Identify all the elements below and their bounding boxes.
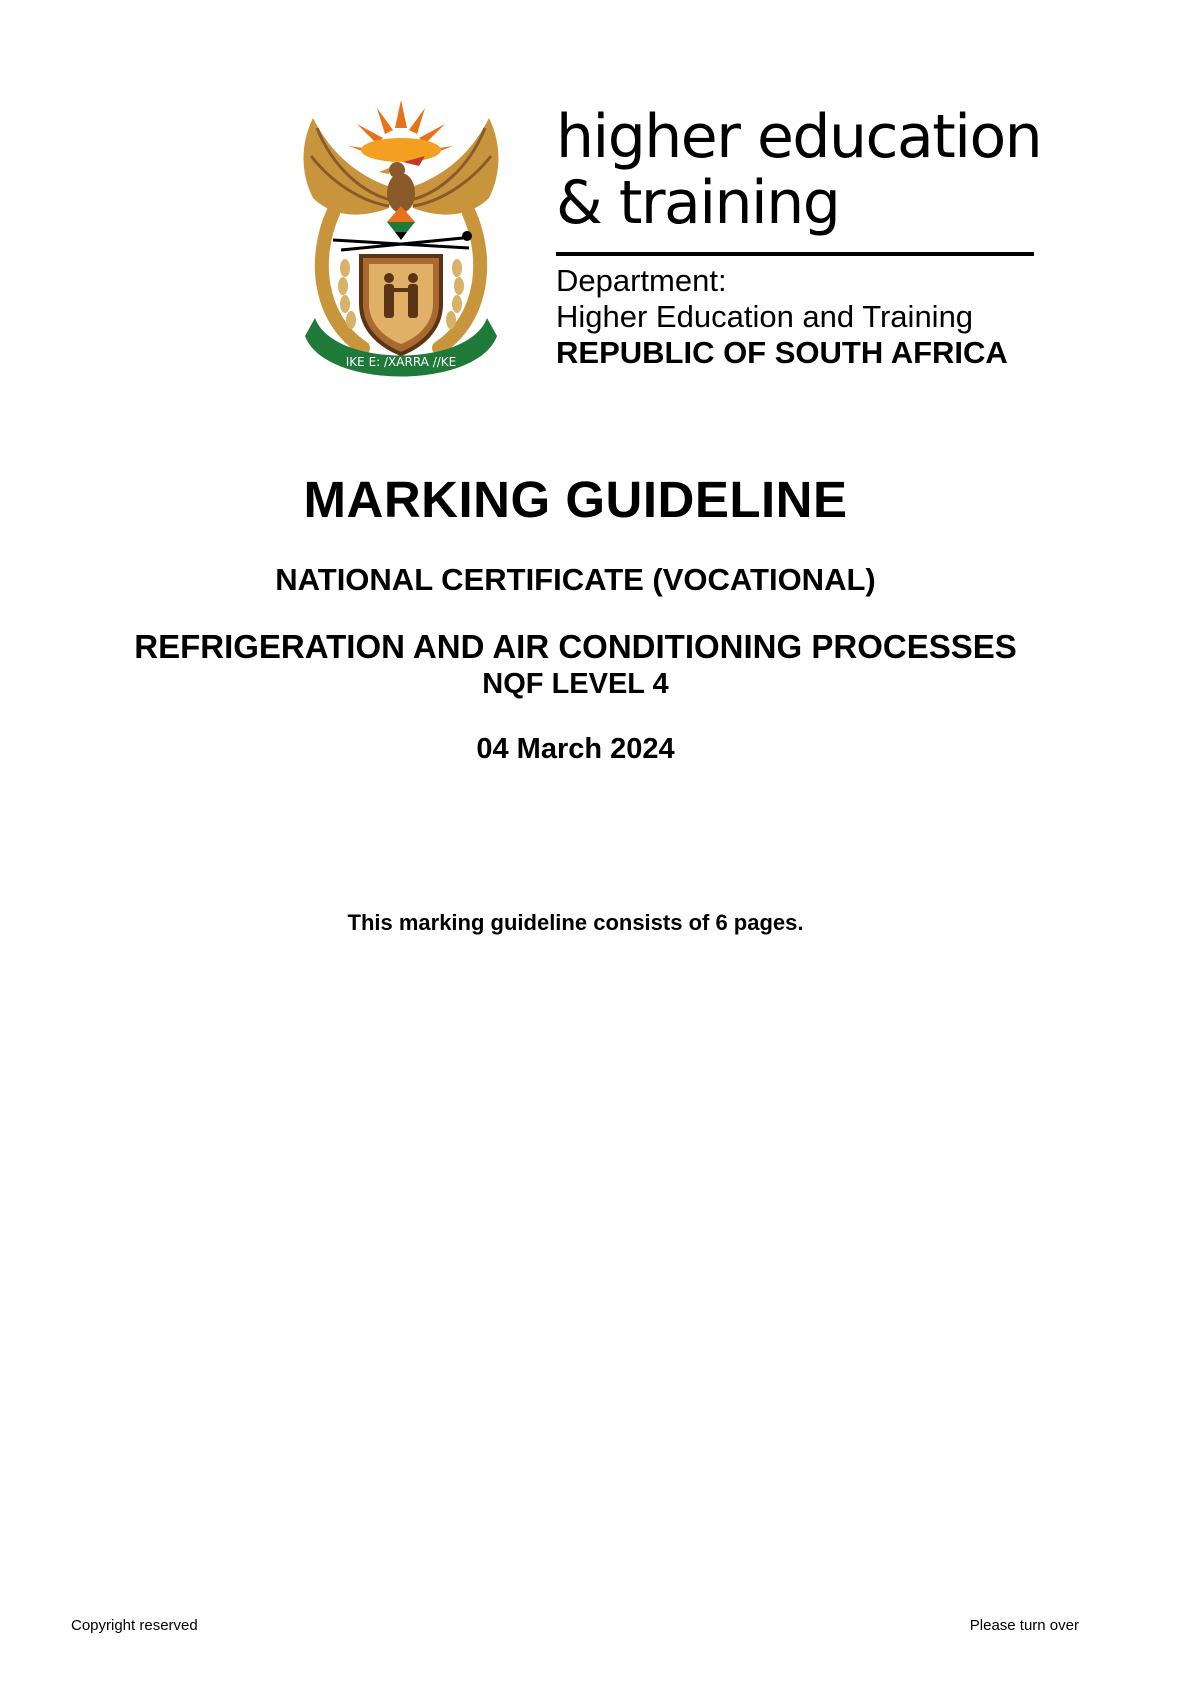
brand-divider xyxy=(556,252,1034,256)
department-brand xyxy=(556,102,1042,370)
department-title: Higher Education and Training xyxy=(556,299,974,334)
footer-turn-over: Please turn over xyxy=(969,1617,1079,1634)
country-name: REPUBLIC OF SOUTH AFRICA xyxy=(556,335,1008,370)
crest-motto: IKE E: /XARRA //KE xyxy=(345,355,457,369)
department-label: Department: xyxy=(556,263,727,298)
page-count-note: This marking guideline consists of 6 pages. xyxy=(347,910,804,935)
department-name xyxy=(556,263,1036,371)
coat-of-arms-icon xyxy=(293,98,509,383)
nqf-level: NQF LEVEL 4 xyxy=(482,668,669,700)
exam-date: 04 March 2024 xyxy=(476,733,675,765)
brand-line-2: & training xyxy=(556,168,840,238)
footer-copyright: Copyright reserved xyxy=(71,1617,198,1634)
certificate-name: NATIONAL CERTIFICATE (VOCATIONAL) xyxy=(275,562,876,597)
document-title: MARKING GUIDELINE xyxy=(303,471,848,528)
brand-line-1: higher education xyxy=(556,102,1042,172)
subject-name: REFRIGERATION AND AIR CONDITIONING PROCESSES xyxy=(134,628,1017,665)
